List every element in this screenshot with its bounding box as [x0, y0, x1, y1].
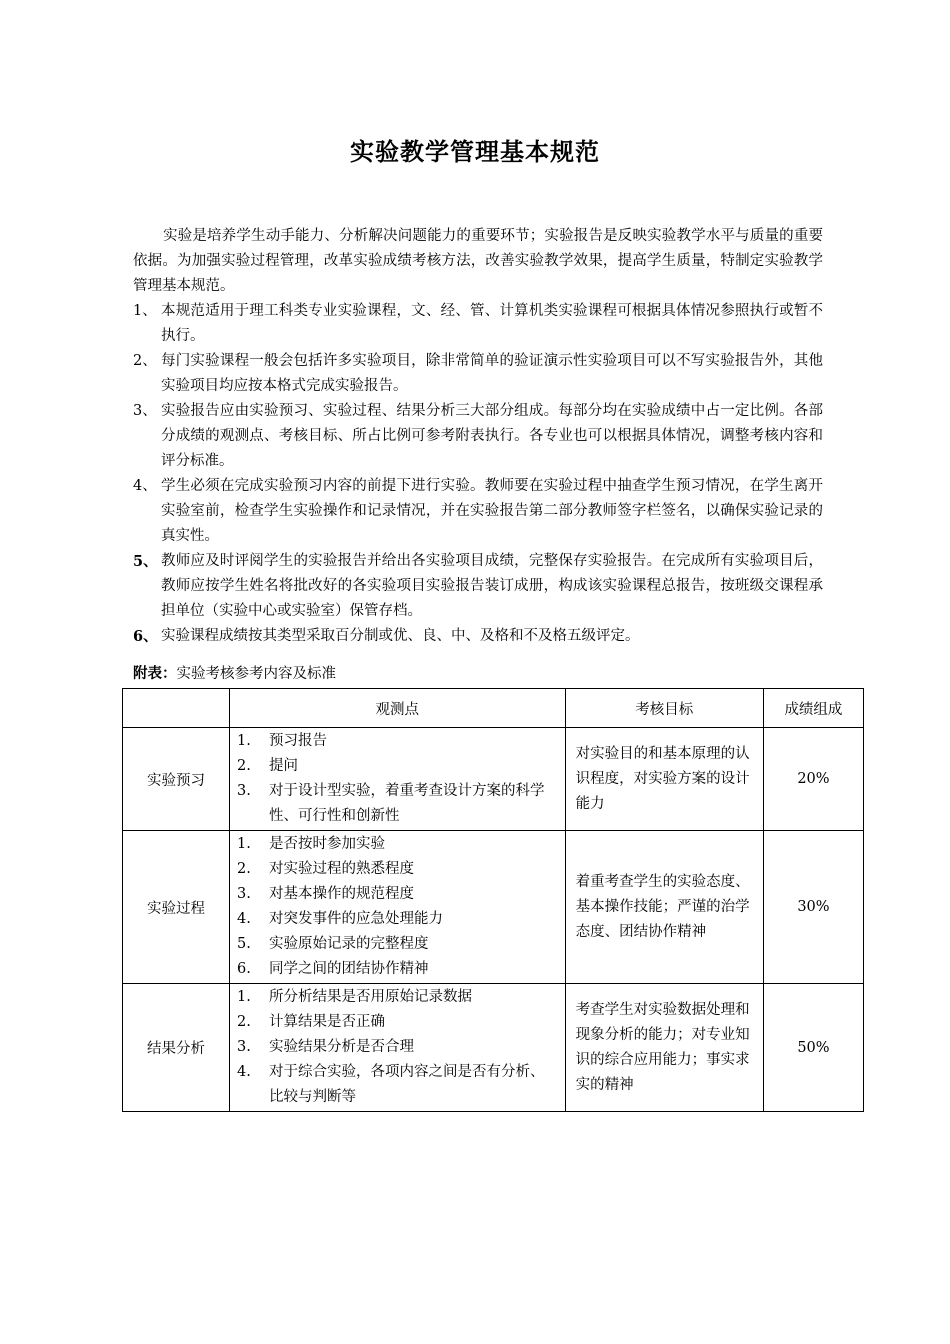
table-header-row	[123, 689, 864, 728]
rule-text: 教师应及时评阅学生的实验报告并给出各实验项目成绩，完整保存实验报告。在完成所有实验项目后，教师应按学生姓名将批改好的各实验项目实验报告装订成册，构成该实验课程总报告，按班级交课程承担单位（实验中心或实验室）保管存档。	[161, 553, 823, 619]
rule-item-1	[133, 299, 823, 349]
list-number: 4.	[237, 1064, 251, 1080]
appendix-label: 附表：	[133, 665, 177, 682]
table-row	[123, 728, 864, 831]
list-item	[237, 779, 554, 829]
rule-number: 6、	[133, 628, 158, 645]
header-cell-goal: 考核目标	[565, 689, 763, 728]
rule-text: 本规范适用于理工科类专业实验课程，文、经、管、计算机类实验课程可根据具体情况参照执行或暂不执行。	[161, 303, 823, 344]
list-number: 1.	[237, 836, 251, 852]
list-number: 3.	[237, 783, 251, 799]
list-item	[237, 907, 554, 932]
list-text: 计算结果是否正确	[269, 1014, 385, 1030]
rule-text: 学生必须在完成实验预习内容的前提下进行实验。教师要在实验过程中抽查学生预习情况，在学生离开实验室前，检查学生实验操作和记录情况，并在实验报告第二部分教师签字栏签名，以确保实验记录的真实性。	[161, 478, 823, 544]
rule-item-2	[133, 349, 823, 399]
list-item	[237, 932, 554, 957]
rule-number: 3、	[133, 403, 157, 419]
list-item	[237, 882, 554, 907]
list-number: 2.	[237, 758, 251, 774]
list-number: 3.	[237, 1039, 251, 1055]
rule-item-6	[133, 624, 823, 649]
points-cell	[230, 728, 566, 831]
table-row	[123, 984, 864, 1112]
list-text: 对于设计型实验，着重考查设计方案的科学性、可行性和创新性	[269, 783, 545, 824]
list-text: 是否按时参加实验	[269, 836, 385, 852]
score-cell: 50%	[763, 984, 863, 1112]
rule-number: 1、	[133, 303, 157, 319]
list-text: 提问	[269, 758, 298, 774]
list-number: 2.	[237, 1014, 251, 1030]
list-text: 实验原始记录的完整程度	[269, 936, 429, 952]
list-item	[237, 1010, 554, 1035]
list-text: 实验结果分析是否合理	[269, 1039, 414, 1055]
stage-cell: 结果分析	[123, 984, 230, 1112]
goal-cell: 对实验目的和基本原理的认识程度，对实验方案的设计能力	[565, 728, 763, 831]
score-cell: 20%	[763, 728, 863, 831]
list-number: 6.	[237, 961, 251, 977]
list-item	[237, 754, 554, 779]
goal-cell: 着重考查学生的实验态度、基本操作技能；严谨的治学态度、团结协作精神	[565, 831, 763, 984]
list-text: 对于综合实验，各项内容之间是否有分析、比较与判断等	[269, 1064, 545, 1105]
list-item	[237, 985, 554, 1010]
list-text: 所分析结果是否用原始记录数据	[269, 989, 472, 1005]
list-number: 1.	[237, 733, 251, 749]
appendix-title: 实验考核参考内容及标准	[176, 666, 336, 682]
rule-item-5	[133, 549, 823, 624]
rule-number: 2、	[133, 353, 157, 369]
list-number: 2.	[237, 861, 251, 877]
points-list	[231, 985, 564, 1110]
assessment-table	[122, 688, 864, 1112]
header-cell-stage	[123, 689, 230, 728]
list-number: 1.	[237, 989, 251, 1005]
score-cell: 30%	[763, 831, 863, 984]
intro-paragraph: 实验是培养学生动手能力、分析解决问题能力的重要环节；实验报告是反映实验教学水平与质量的重要依据。为加强实验过程管理，改革实验成绩考核方法，改善实验教学效果，提高学生质量，特制定实验教学管理基本规范。	[133, 228, 823, 294]
list-text: 对基本操作的规范程度	[269, 886, 414, 902]
list-item	[237, 857, 554, 882]
body-text	[133, 224, 823, 649]
stage-cell: 实验过程	[123, 831, 230, 984]
appendix-caption	[133, 661, 336, 687]
list-item	[237, 1060, 554, 1110]
list-number: 5.	[237, 936, 251, 952]
rule-text: 实验报告应由实验预习、实验过程、结果分析三大部分组成。每部分均在实验成绩中占一定比例。各部分成绩的观测点、考核目标、所占比例可参考附表执行。各专业也可以根据具体情况，调整考核内容和评分标准。	[161, 403, 823, 469]
list-text: 同学之间的团结协作精神	[269, 961, 429, 977]
rule-text: 实验课程成绩按其类型采取百分制或优、良、中、及格和不及格五级评定。	[161, 628, 640, 644]
list-number: 4.	[237, 911, 251, 927]
rule-item-4	[133, 474, 823, 549]
list-item	[237, 729, 554, 754]
points-cell	[230, 831, 566, 984]
list-text: 预习报告	[269, 733, 327, 749]
list-item	[237, 957, 554, 982]
rule-text: 每门实验课程一般会包括许多实验项目，除非常简单的验证演示性实验项目可以不写实验报告外，其他实验项目均应按本格式完成实验报告。	[161, 353, 823, 394]
points-cell	[230, 984, 566, 1112]
list-text: 对突发事件的应急处理能力	[269, 911, 443, 927]
rule-item-3	[133, 399, 823, 474]
stage-cell: 实验预习	[123, 728, 230, 831]
rule-number: 5、	[133, 553, 158, 570]
points-list	[231, 832, 564, 982]
table-row	[123, 831, 864, 984]
list-item	[237, 1035, 554, 1060]
list-item	[237, 832, 554, 857]
page-title: 实验教学管理基本规范	[350, 138, 600, 166]
header-cell-points: 观测点	[230, 689, 566, 728]
list-number: 3.	[237, 886, 251, 902]
rule-number: 4、	[133, 478, 157, 494]
goal-cell: 考查学生对实验数据处理和现象分析的能力；对专业知识的综合应用能力；事实求实的精神	[565, 984, 763, 1112]
points-list	[231, 729, 564, 829]
list-text: 对实验过程的熟悉程度	[269, 861, 414, 877]
header-cell-score: 成绩组成	[763, 689, 863, 728]
